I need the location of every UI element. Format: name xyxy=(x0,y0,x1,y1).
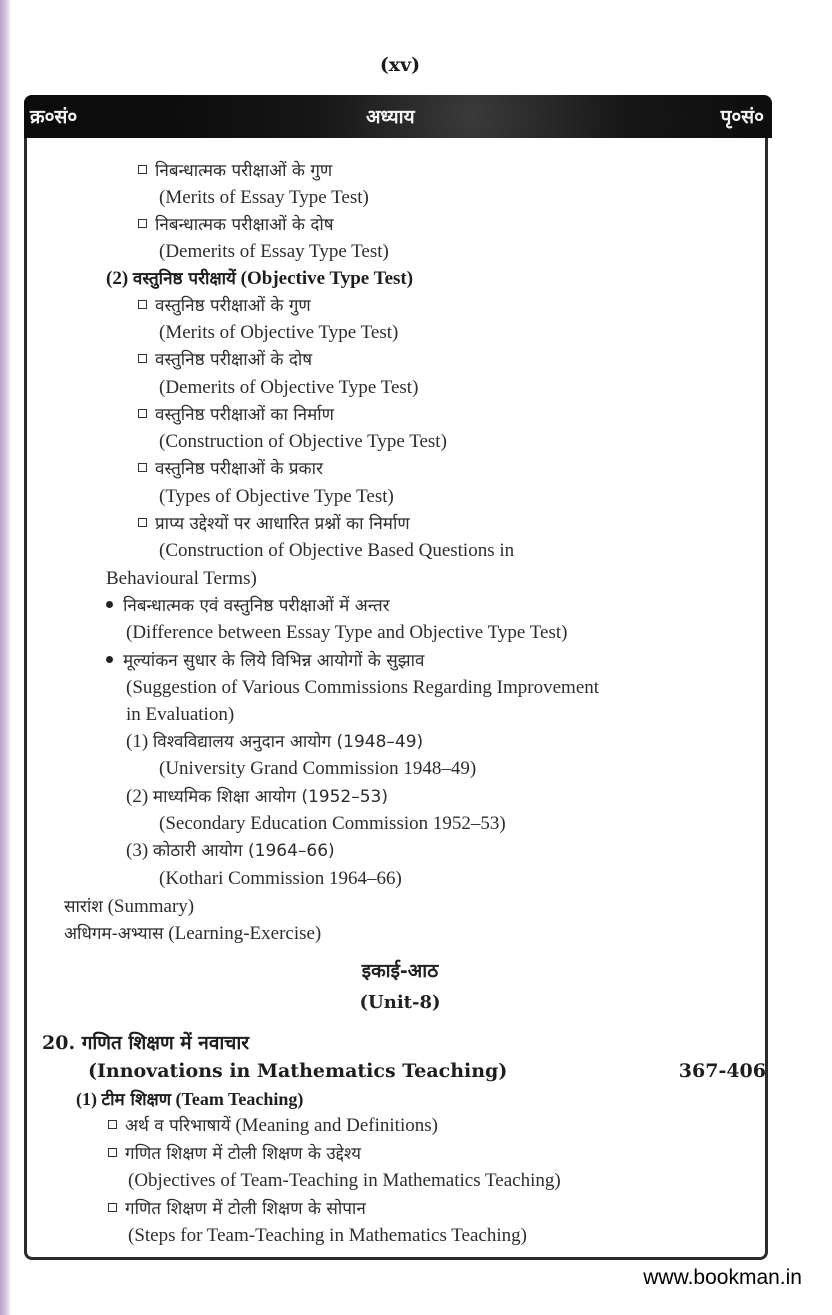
section-heading: (2) वस्तुनिष्ठ परीक्षायें (Objective Type Test) xyxy=(106,268,414,289)
list-item-english: (Merits of Essay Type Test) xyxy=(159,187,369,208)
list-item: प्राप्य उद्देश्यों पर आधारित प्रश्नों का निर्माण xyxy=(138,513,410,535)
list-item-english: (Demerits of Objective Type Test) xyxy=(159,377,419,398)
commission-english: (Kothari Commission 1964–66) xyxy=(159,868,402,889)
list-item-english-cont: Behavioural Terms) xyxy=(106,568,257,589)
list-item-english: (Suggestion of Various Commissions Regarding Improvement xyxy=(126,677,600,698)
chapter-title-hindi: 20. गणित शिक्षण में नवाचार xyxy=(42,1032,250,1054)
list-item: वस्तुनिष्ठ परीक्षाओं के दोष xyxy=(138,349,312,371)
square-bullet-icon xyxy=(138,300,147,309)
square-bullet-icon xyxy=(138,409,147,418)
list-item-english: (Construction of Objective Type Test) xyxy=(159,431,447,452)
list-item: मूल्यांकन सुधार के लिये विभिन्न आयोगों के सुझाव xyxy=(106,650,424,672)
exercise-item: अधिगम-अभ्यास (Learning-Exercise) xyxy=(64,923,322,944)
unit-title: इकाई-आठ xyxy=(361,960,439,982)
commission-english: (Secondary Education Commission 1952–53) xyxy=(159,813,506,834)
book-spine-edge xyxy=(0,0,10,1315)
commission-item: (3) कोठारी आयोग (1964–66) xyxy=(126,840,335,861)
square-bullet-icon xyxy=(108,1148,117,1157)
page-column-header: पृ०सं० xyxy=(720,106,764,128)
page-number: (xv) xyxy=(379,54,421,76)
square-bullet-icon xyxy=(108,1203,117,1212)
list-item-english: (Merits of Objective Type Test) xyxy=(159,322,399,343)
list-item-english: (Construction of Objective Based Questions in xyxy=(159,540,515,561)
list-item-english: (Types of Objective Type Test) xyxy=(159,486,394,507)
bullet-icon xyxy=(106,601,113,608)
list-item: निबन्धात्मक एवं वस्तुनिष्ठ परीक्षाओं में अन्तर xyxy=(106,595,390,617)
chapter-column-header: अध्याय xyxy=(366,106,415,128)
list-item-english: (Difference between Essay Type and Objective Type Test) xyxy=(126,622,568,643)
list-item: निबन्धात्मक परीक्षाओं के दोष xyxy=(138,214,334,236)
list-item-english: (Objectives of Team-Teaching in Mathematics Teaching) xyxy=(128,1170,561,1191)
list-item: वस्तुनिष्ठ परीक्षाओं के गुण xyxy=(138,295,311,317)
toc-header xyxy=(24,95,772,138)
list-item: गणित शिक्षण में टोली शिक्षण के उद्देश्य xyxy=(108,1143,361,1165)
list-item-english: (Demerits of Essay Type Test) xyxy=(159,241,389,262)
commission-item: (2) माध्यमिक शिक्षा आयोग (1952–53) xyxy=(126,786,388,807)
list-item: वस्तुनिष्ठ परीक्षाओं के प्रकार xyxy=(138,458,323,480)
section-heading: (1) टीम शिक्षण (Team Teaching) xyxy=(76,1089,304,1110)
bullet-icon xyxy=(106,656,113,663)
square-bullet-icon xyxy=(138,463,147,472)
serial-column-header: क्र०सं० xyxy=(30,106,78,128)
list-item: अर्थ व परिभाषायें (Meaning and Definitions) xyxy=(108,1115,438,1137)
square-bullet-icon xyxy=(138,354,147,363)
square-bullet-icon xyxy=(138,165,147,174)
list-item-english: (Steps for Team-Teaching in Mathematics Teaching) xyxy=(128,1225,527,1246)
square-bullet-icon xyxy=(138,518,147,527)
list-item: निबन्धात्मक परीक्षाओं के गुण xyxy=(138,160,332,182)
website-watermark: www.bookman.in xyxy=(643,1266,802,1289)
chapter-page-range: 367-406 xyxy=(678,1060,766,1082)
list-item: वस्तुनिष्ठ परीक्षाओं का निर्माण xyxy=(138,404,334,426)
square-bullet-icon xyxy=(138,219,147,228)
list-item: गणित शिक्षण में टोली शिक्षण के सोपान xyxy=(108,1198,366,1220)
summary-item: सारांश (Summary) xyxy=(64,896,195,917)
commission-item: (1) विश्वविद्यालय अनुदान आयोग (1948–49) xyxy=(126,731,424,752)
commission-english: (University Grand Commission 1948–49) xyxy=(159,758,477,779)
list-item-english-cont: in Evaluation) xyxy=(126,704,235,725)
chapter-title-english: (Innovations in Mathematics Teaching) xyxy=(88,1060,508,1082)
square-bullet-icon xyxy=(108,1120,117,1129)
unit-subtitle: (Unit-8) xyxy=(359,992,441,1013)
